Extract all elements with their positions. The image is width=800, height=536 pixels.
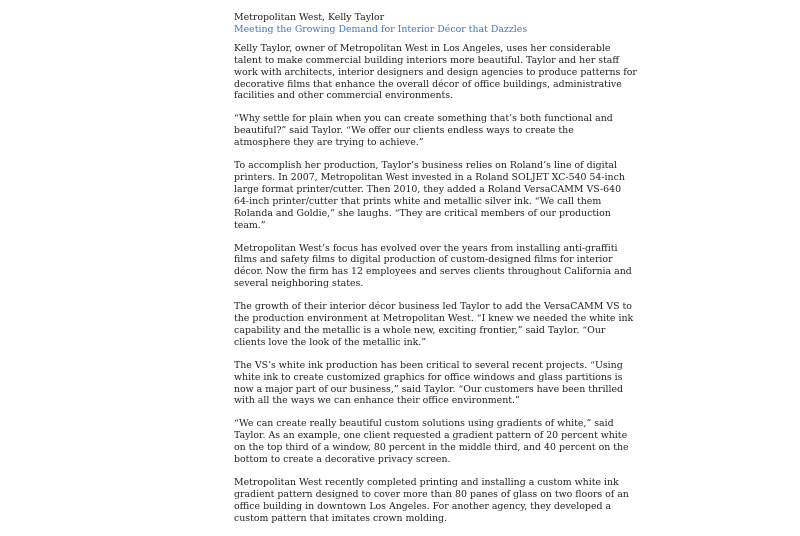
- paragraph-line: team.”: [234, 219, 266, 231]
- paragraph-line: To accomplish her production, Taylor’s business relies on Roland’s line of digital: [234, 160, 617, 172]
- document-header: [234, 12, 654, 36]
- paragraph-line: on the top third of a window, 80 percent in the middle third, and 40 percent on the: [234, 442, 629, 454]
- paragraph-line: bottom to create a decorative privacy screen.: [234, 454, 451, 466]
- paragraph-line: talent to make commercial building interiors more beautiful. Taylor and her staff: [234, 54, 620, 66]
- paragraph-line: with all the ways we can enhance their office environment.”: [234, 395, 520, 407]
- paragraph-7: [234, 418, 654, 466]
- paragraph-line: “Why settle for plain when you can create something that’s both functional and: [234, 113, 613, 125]
- paragraph-line: “We can create really beautiful custom solutions using gradients of white,” said: [234, 418, 614, 430]
- paragraph-line: office building in downtown Los Angeles. For another agency, they developed a: [234, 500, 612, 512]
- paragraph-line: white ink to create customized graphics for office windows and glass partitions is: [234, 371, 623, 383]
- document-subtitle: Meeting the Growing Demand for Interior Décor that Dazzles: [234, 23, 528, 35]
- paragraph-line: 64-inch printer/cutter that prints white and metallic silver ink. “We call them: [234, 195, 602, 207]
- paragraph-line: facilities and other commercial environments.: [234, 90, 454, 102]
- paragraph-5: [234, 301, 654, 349]
- paragraph-line: the production environment at Metropolitan West. “I knew we needed the white ink: [234, 313, 634, 325]
- paragraph-line: capability and the metallic is a whole new, exciting frontier,” said Taylor. “Our: [234, 324, 606, 336]
- paragraph-1: [234, 43, 654, 103]
- paragraph-line: decorative films that enhance the overall décor of office buildings, administrative: [234, 78, 622, 90]
- paragraph-line: several neighboring states.: [234, 278, 364, 290]
- paragraph-line: gradient pattern designed to cover more than 80 panes of glass on two floors of an: [234, 488, 629, 500]
- paragraph-6: [234, 360, 654, 408]
- paragraph-line: The growth of their interior décor business led Taylor to add the VersaCAMM VS to: [234, 301, 632, 313]
- paragraph-line: The VS’s white ink production has been critical to several recent projects. “Using: [234, 359, 623, 371]
- paragraph-line: atmosphere they are trying to achieve.”: [234, 137, 424, 149]
- document-page: [234, 12, 654, 536]
- paragraph-line: large format printer/cutter. Then 2010, they added a Roland VersaCAMM VS-640: [234, 183, 622, 195]
- paragraph-line: beautiful?” said Taylor. “We offer our clients endless ways to create the: [234, 125, 574, 137]
- paragraph-line: Taylor. As an example, one client requested a gradient pattern of 20 percent white: [234, 430, 628, 442]
- paragraph-line: custom pattern that imitates crown molding.: [234, 512, 448, 524]
- paragraph-8: [234, 477, 654, 525]
- paragraph-line: now a major part of our business,” said Taylor. “Our customers have been thrilled: [234, 383, 624, 395]
- paragraph-4: [234, 243, 654, 291]
- paragraph-2: [234, 113, 654, 149]
- paragraph-3: [234, 160, 654, 231]
- paragraph-line: Rolanda and Goldie,” she laughs. “They are critical members of our production: [234, 207, 611, 219]
- paragraph-line: work with architects, interior designers and design agencies to produce patterns for: [234, 66, 637, 78]
- paragraph-line: printers. In 2007, Metropolitan West invested in a Roland SOLJET XC-540 54-inch: [234, 171, 625, 183]
- paragraph-line: Metropolitan West’s focus has evolved over the years from installing anti-graffiti: [234, 242, 618, 254]
- paragraph-line: clients love the look of the metallic ink.”: [234, 336, 427, 348]
- paragraph-line: Kelly Taylor, owner of Metropolitan West in Los Angeles, uses her considerable: [234, 42, 611, 54]
- paragraph-line: films and safety films to digital production of custom-designed films for interior: [234, 254, 613, 266]
- paragraph-line: décor. Now the firm has 12 employees and serves clients throughout California and: [234, 266, 632, 278]
- document-title: Metropolitan West, Kelly Taylor: [234, 12, 385, 23]
- paragraph-line: Metropolitan West recently completed printing and installing a custom white ink: [234, 477, 619, 488]
